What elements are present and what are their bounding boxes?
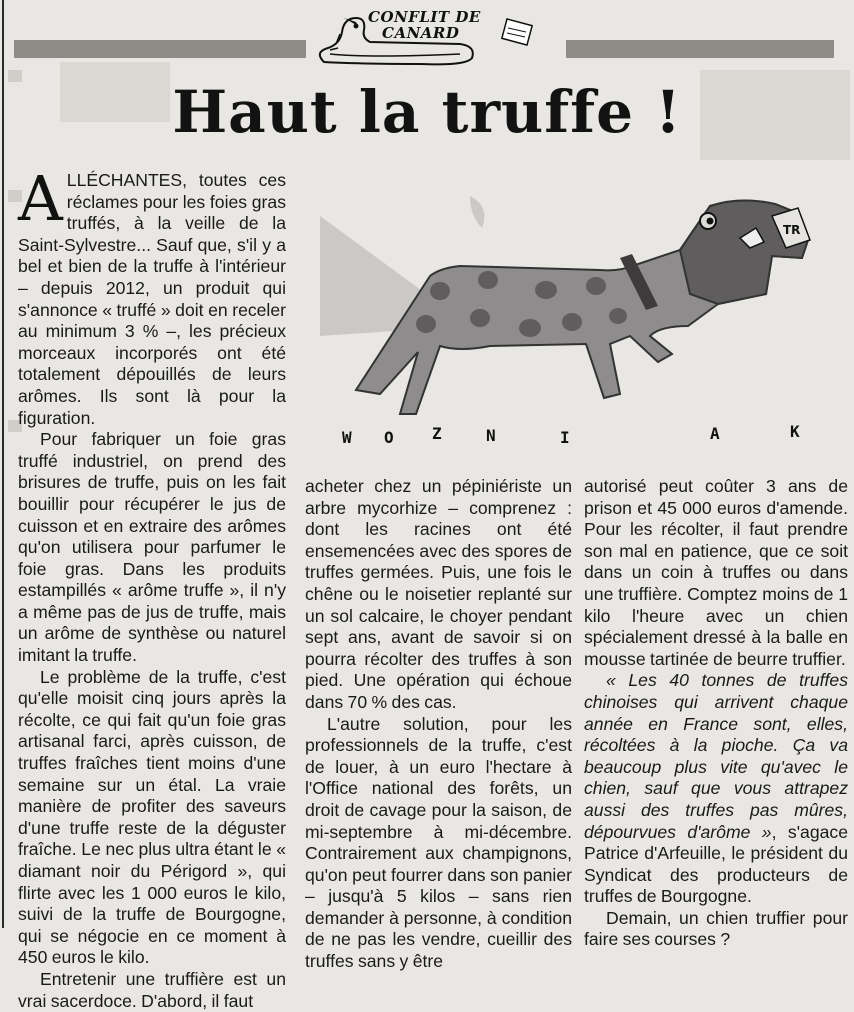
rubric-bar-left bbox=[14, 40, 306, 58]
paragraph: Entretenir une truffière est un vrai sacerdoce. D'abord, il faut bbox=[18, 968, 286, 1011]
article-column-2 bbox=[305, 476, 572, 973]
paragraph: Demain, un chien truffier pour faire ses courses ? bbox=[584, 907, 848, 950]
signature-letter: Z bbox=[432, 424, 442, 443]
signature-letter: O bbox=[384, 428, 394, 447]
paragraph: acheter chez un pépiniériste un arbre mycorhize – comprenez : dont les racines ont été ensemencées avec des spores de truffes germées. Puis, une fois le chêne ou le noisetier replanté sur un sol calcaire, le choyer pendant sept ans, avant de savoir si on pourra récolter des truffes à son pied. Une opération qui échoue dans 70 % des cas. bbox=[305, 476, 572, 712]
signature-letter: I bbox=[560, 428, 570, 447]
paragraph: Le problème de la truffe, c'est qu'elle moisit cinq jours après la récolte, ce qui fait qu'un foie gras artisanal farci, après cuisson, de truffes fraîches tient moins d'une semaine sur un étal. La vraie manière de profiter des saveurs d'une truffe reste de la déguster fraîche. Le nec plus ultra étant le « diamant noir du Périgord », qui flirte avec les 1 000 euros le kilo, suivi de la truffe de Bourgogne, qui se négocie en ce moment à 450 euros le kilo. bbox=[18, 666, 286, 968]
truffle-dog-drawing bbox=[320, 176, 845, 466]
paragraph: L'autre solution, pour les professionnels de la truffe, c'est de louer, à un euro l'hectare à l'Office national des forêts, un droit de cavage pour la saison, de mi-septembre à mi-décembre. Contrairement aux champignons, qu'on peut fourrer dans son panier – jusqu'à 5 kilos – sans rien demander à personne, à condition de ne pas les vendre, cueillir des truffes sans y être bbox=[305, 713, 572, 972]
quote: « Les 40 tonnes de truffes chinoises qui arrivent chaque année en France sont, elles, récoltées à la pioche. Ça va beaucoup plus vite qu'avec le chien, sauf que vous attrapez aussi des truffes pas mûres, dépourvues d'arôme » bbox=[584, 670, 848, 842]
dog-illustration bbox=[320, 176, 845, 466]
quote-paragraph: « Les 40 tonnes de truffes chinoises qui arrivent chaque année en France sont, elles, récoltées à la pioche. Ça va beaucoup plus vite qu'avec le chien, sauf que vous attrapez aussi des truffes pas mûres, dépourvues d'arôme », s'agace Patrice d'Arfeuille, le président du Syndicat des producteurs de truffes de Bourgogne. bbox=[584, 670, 848, 907]
drop-cap: A bbox=[18, 162, 63, 235]
rubric-line-2: CANARD bbox=[382, 24, 460, 42]
rubric-bar-right bbox=[566, 40, 834, 58]
paragraph: ALLÉCHANTES, toutes ces réclames pour les foies gras truffés, à la veille de la Saint-Sylvestre... Sauf que, s'il y a bel et bien de la truffe à l'intérieur – depuis 2012, un produit qui s'annonce « truffé » doit en receler au minimum 3 % –, les précieux morceaux incorporés ont été totalement dépouillés de leurs arômes. Ils sont là pour la figuration. bbox=[18, 162, 286, 428]
tag-label: TR bbox=[783, 223, 801, 237]
signature-letter: W bbox=[342, 428, 352, 447]
article-column-3 bbox=[584, 476, 848, 951]
signature-letter: N bbox=[486, 426, 496, 445]
article-column-1 bbox=[18, 162, 286, 1012]
signature-letter: K bbox=[790, 422, 800, 441]
headline: Haut la truffe ! bbox=[172, 78, 682, 146]
signature-letter: A bbox=[710, 424, 720, 443]
paragraph: autorisé peut coûter 3 ans de prison et 45 000 euros d'amende. Pour les récolter, il faut prendre son mal en patience, que ce soit dans un coin à truffes ou dans une truffière. Comptez moins de 1 kilo l'heure avec un chien spécialement dressé à la balle en mousse tartinée de beurre truffier. bbox=[584, 476, 848, 669]
rubric-logo bbox=[300, 4, 550, 66]
rubric-line-1: CONFLIT DE bbox=[368, 8, 481, 26]
paragraph: Pour fabriquer un foie gras truffé industriel, on prend des brisures de truffe, puis on les fait bouillir pour récupérer le jus de cuisson et en extraire des arômes qu'on utilisera pour parfumer le foie gras. Dans les produits estampillés « arôme truffe », il n'y a même pas de jus de truffe, mais un arôme de synthèse ou naturel imitant la truffe. bbox=[18, 429, 286, 666]
